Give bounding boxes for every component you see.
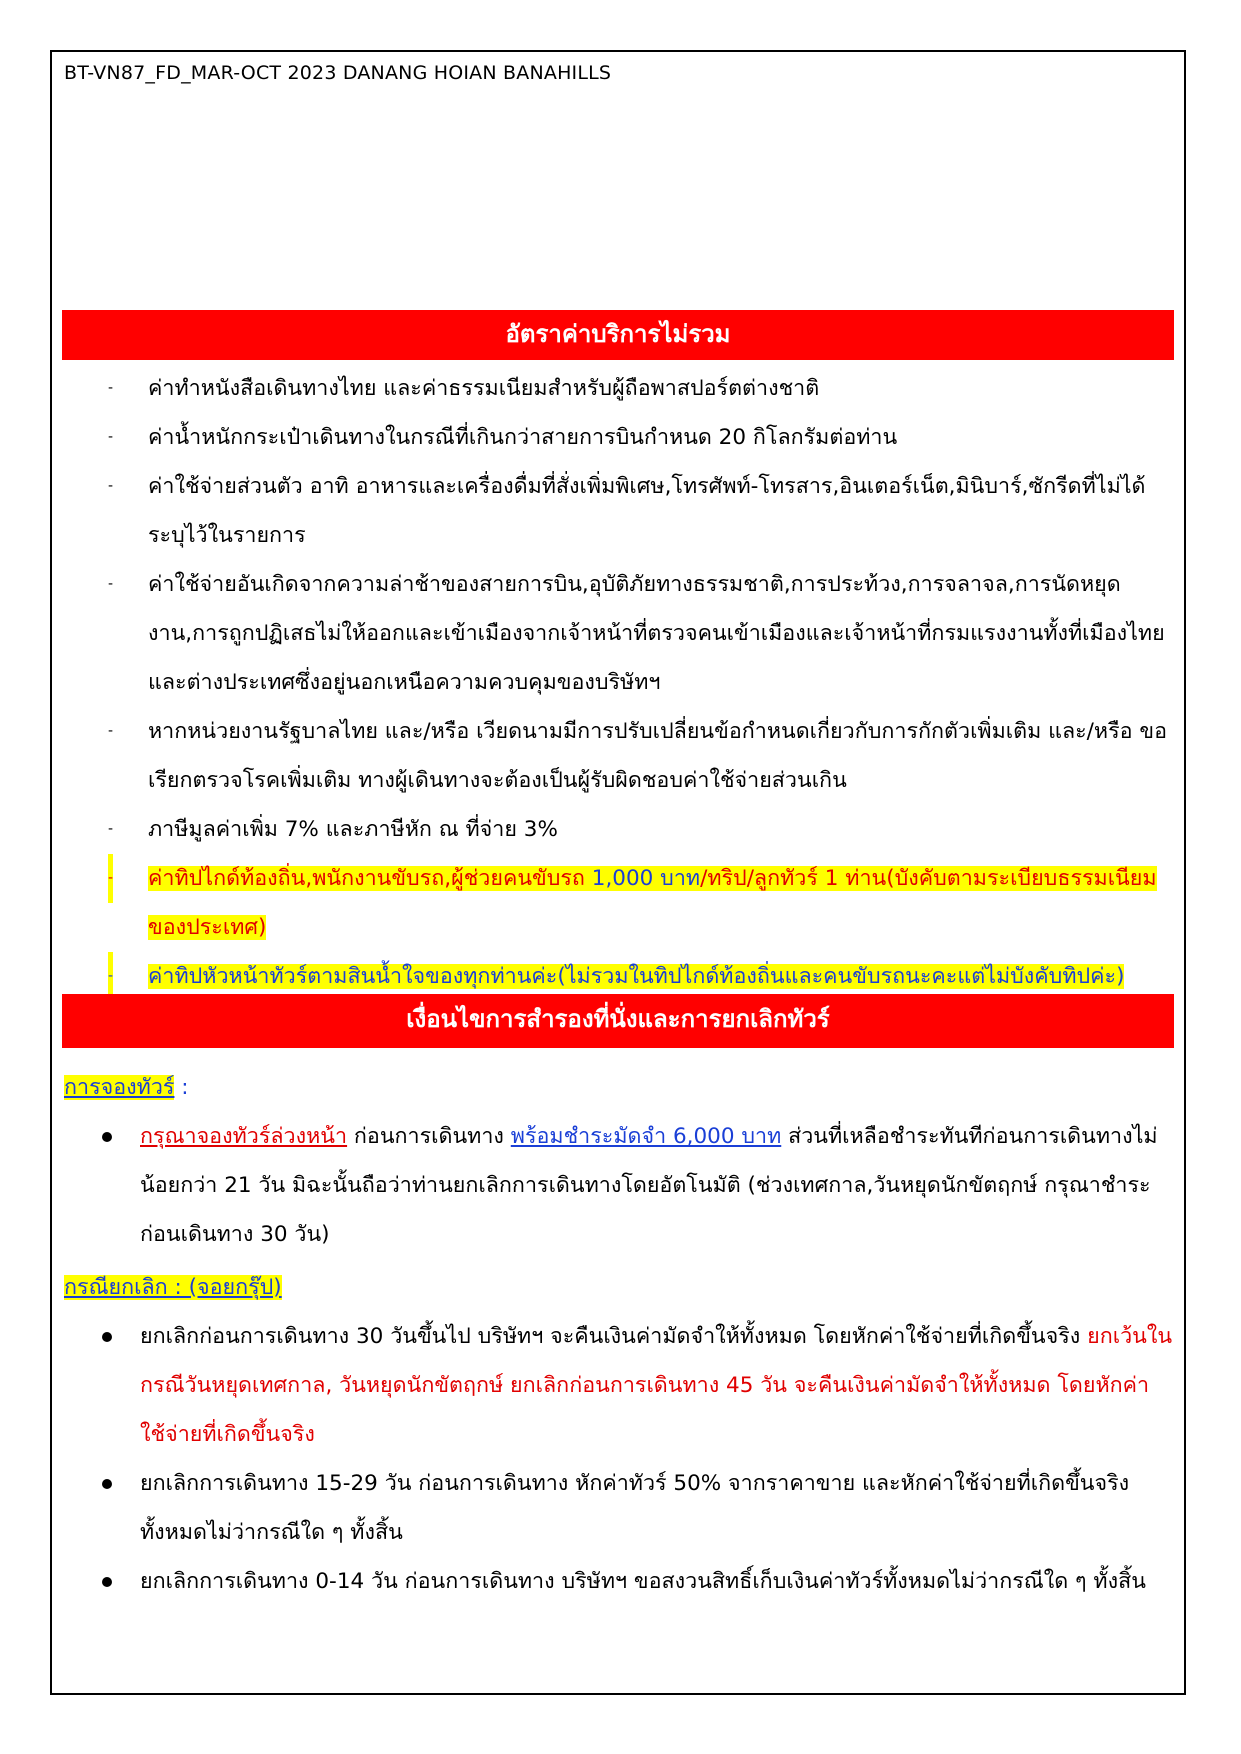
exclusion-text: ค่าใช้จ่ายส่วนตัว อาทิ อาหารและเครื่องดื่มที่สั่งเพิ่มพิเศษ,โทรศัพท์-โทรสาร,อินเตอร์เน็ต,มินิบาร์,ซักรีดที่ไม่ได้ระบุไว้ในรายการ (148, 474, 1146, 548)
dash-icon: - (108, 429, 114, 445)
cancel-text: ยกเลิกการเดินทาง 15-29 วัน ก่อนการเดินทาง หักค่าทัวร์ 50% จากราคาขาย และหักค่าใช้จ่ายที่เกิดขึ้นจริงทั้งหมดไม่ว่ากรณีใด ๆ ทั้งสิ้น (140, 1471, 1130, 1545)
dash-icon: - (108, 723, 114, 739)
cancel-label: กรณียกเลิก : (จอยกรุ๊ป) (64, 1275, 282, 1300)
cancel-red-text: ยกเว้นในกรณีวันหยุดเทศกาล, วันหยุดนักขัตฤกษ์ ยกเลิกก่อนการเดินทาง 45 วัน จะคืนเงินค่ามัดจำให้ทั้งหมด โดยหักค่าใช้จ่ายที่เกิดขึ้นจริง (140, 1324, 1173, 1447)
tip-leader-text: ค่าทิปหัวหน้าทัวร์ตามสินน้ำใจของทุกท่านค่ะ(ไม่รวมในทิปไกด์ท้องถิ่นและคนขับรถนะคะแต่ไม่บังคับทิปค่ะ) (148, 964, 1125, 989)
exclusion-item (108, 413, 1178, 462)
exclusion-text: ค่าใช้จ่ายอันเกิดจากความล่าช้าของสายการบิน,อุบัติภัยทางธรรมชาติ,การประท้วง,การจลาจล,การนัดหยุดงาน,การถูกปฏิเสธไม่ให้ออกและเข้าเมืองจากเจ้าหน้าที่ตรวจคนเข้าเมืองและเจ้าหน้าที่กรมแรงงานทั้งที่เมืองไทยและต่างประเทศซึ่งอยู่นอกเหนือความควบคุมของบริษัทฯ (148, 572, 1165, 695)
booking-item (100, 1112, 1174, 1259)
cancel-text: ยกเลิกก่อนการเดินทาง 30 วันขึ้นไป บริษัทฯ จะคืนเงินค่ามัดจำให้ทั้งหมด โดยหักค่าใช้จ่ายที่เกิดขึ้นจริง (140, 1324, 1088, 1349)
conditions-banner (62, 994, 1174, 1048)
exclusions-list (108, 364, 1178, 1001)
exclusion-item (108, 805, 1178, 854)
booking-list (100, 1112, 1174, 1259)
booking-heading (64, 1068, 189, 1108)
booking-text-2: ส่วนที่เหลือชำระทันทีก่อนการเดินทางไม่น้อยกว่า 21 วัน มิฉะนั้นถือว่าท่านยกเลิกการเดินทางโดยอัตโนมัติ (ช่วงเทศกาล,วันหยุดนักขัตฤกษ์ กรุณาชำระก่อนเดินทาง 30 วัน) (140, 1124, 1158, 1247)
bullet-icon (102, 1577, 112, 1587)
exclusion-item (108, 462, 1178, 560)
dash-icon: - (108, 478, 114, 494)
cancel-item (100, 1312, 1174, 1459)
exclusion-item (108, 364, 1178, 413)
exclusion-text: ค่าทำหนังสือเดินทางไทย และค่าธรรมเนียมสำหรับผู้ถือพาสปอร์ตต่างชาติ (148, 376, 820, 401)
booking-link-red[interactable]: กรุณาจองทัวร์ล่วงหน้า (140, 1124, 348, 1149)
booking-colon: : (174, 1075, 189, 1100)
exclusion-item (108, 560, 1178, 707)
conditions-title: เงื่อนไขการสำรองที่นั่งและการยกเลิกทัวร์ (406, 1005, 830, 1033)
deposit-link[interactable]: พร้อมชำระมัดจำ 6,000 บาท (510, 1124, 782, 1149)
cancel-text: ยกเลิกการเดินทาง 0-14 วัน ก่อนการเดินทาง บริษัทฯ ขอสงวนสิทธิ์เก็บเงินค่าทัวร์ทั้งหมดไม่ว่ากรณีใด ๆ ทั้งสิ้น (140, 1569, 1146, 1594)
booking-text: ก่อนการเดินทาง (347, 1124, 511, 1149)
cancel-list (100, 1312, 1174, 1606)
tour-code: BT-VN87_FD_MAR-OCT 2023 DANANG HOIAN BANAHILLS (64, 62, 612, 84)
exclusions-banner (62, 310, 1174, 360)
cancel-item (100, 1557, 1174, 1606)
cancel-item (100, 1459, 1174, 1557)
exclusion-text: ค่าน้ำหนักกระเป๋าเดินทางในกรณีที่เกินกว่าสายการบินกำหนด 20 กิโลกรัมต่อท่าน (148, 425, 898, 450)
tip-guide-text: ค่าทิปไกด์ท้องถิ่น,พนักงานขับรถ,ผู้ช่วยคนขับรถ (148, 866, 592, 891)
dash-icon: - (108, 821, 114, 837)
booking-label: การจองทัวร์ (64, 1075, 175, 1100)
bullet-icon (102, 1132, 112, 1142)
tip-guide-item (108, 854, 1178, 952)
dash-icon: - (108, 380, 114, 396)
exclusion-text: หากหน่วยงานรัฐบาลไทย และ/หรือ เวียดนามมีการปรับเปลี่ยนข้อกำหนดเกี่ยวกับการกักตัวเพิ่มเติม และ/หรือ ขอเรียกตรวจโรคเพิ่มเติม ทางผู้เดินทางจะต้องเป็นผู้รับผิดชอบค่าใช้จ่ายส่วนเกิน (148, 719, 1167, 793)
cancel-heading (64, 1268, 282, 1308)
exclusion-item (108, 707, 1178, 805)
tip-guide-amount: 1,000 บาท (591, 866, 701, 891)
bullet-icon (102, 1479, 112, 1489)
exclusion-text: ภาษีมูลค่าเพิ่ม 7% และภาษีหัก ณ ที่จ่าย 3% (148, 817, 558, 842)
dash-icon: - (108, 854, 113, 903)
dash-icon: - (108, 576, 114, 592)
exclusions-title: อัตราค่าบริการไม่รวม (505, 320, 731, 348)
tip-guide-text-2: /ทริป/ลูกทัวร์ 1 ท่าน(บังคับตามระเบียบธรรมเนียมของประเทศ) (148, 866, 1157, 940)
dash-icon: - (108, 952, 113, 1001)
bullet-icon (102, 1332, 112, 1342)
